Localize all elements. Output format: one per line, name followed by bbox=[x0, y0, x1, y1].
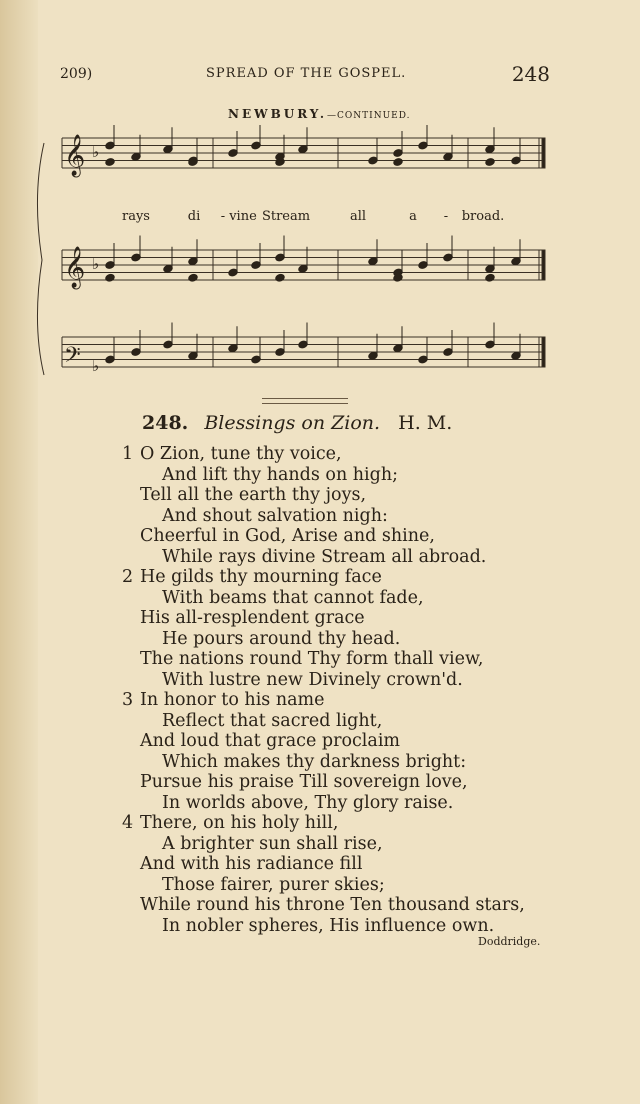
verse-text: With lustre new Divinely crown'd. bbox=[162, 669, 463, 690]
tune-continued: —CONTINUED. bbox=[327, 111, 411, 121]
lyric-syllable: di bbox=[187, 209, 201, 224]
lyric-syllable: vine bbox=[229, 209, 257, 224]
stanza-4 bbox=[118, 813, 568, 936]
flat-sign-icon: ♭ bbox=[92, 142, 100, 161]
verse-line bbox=[118, 772, 568, 793]
verse-line bbox=[118, 444, 568, 465]
verse-line bbox=[118, 875, 568, 896]
note-head bbox=[105, 273, 115, 282]
final-bar-thick bbox=[542, 250, 545, 280]
verse-text: Tell all the earth thy joys, bbox=[140, 485, 367, 505]
note-head bbox=[105, 157, 115, 166]
verse-line bbox=[118, 711, 568, 732]
stanza-number: 4 bbox=[122, 813, 134, 833]
verse-text: And loud that grace proclaim bbox=[140, 731, 401, 751]
verse-line bbox=[118, 916, 568, 937]
flat-sign-icon: ♭ bbox=[92, 254, 100, 273]
stanza-number: 3 bbox=[122, 690, 134, 710]
stanza-1 bbox=[118, 444, 568, 567]
verse-line bbox=[118, 731, 568, 752]
stanza-number: 1 bbox=[122, 444, 134, 464]
verse-line bbox=[118, 813, 568, 834]
verse-text: And lift thy hands on high; bbox=[162, 464, 399, 485]
verse-line bbox=[118, 629, 568, 650]
verse-text: In worlds above, Thy glory raise. bbox=[162, 792, 454, 813]
hymn-heading bbox=[142, 412, 452, 434]
page-left-number: 209) bbox=[60, 66, 93, 82]
page-number: 248 bbox=[511, 62, 550, 86]
verse-text: Which makes thy darkness bright: bbox=[162, 751, 467, 772]
note-head bbox=[275, 273, 285, 282]
stanza-3 bbox=[118, 690, 568, 813]
verse-text: Pursue his praise Till sovereign love, bbox=[140, 772, 468, 792]
ornamental-divider bbox=[262, 398, 348, 404]
page-header bbox=[60, 62, 550, 88]
verse-text: Reflect that sacred light, bbox=[162, 710, 383, 731]
lyric-syllable: - bbox=[443, 209, 449, 224]
verse-text: And with his radiance fill bbox=[140, 854, 363, 874]
lyric-syllable: - bbox=[220, 209, 226, 224]
tune-title bbox=[228, 107, 410, 121]
verse-line bbox=[118, 608, 568, 629]
stanza-2 bbox=[118, 567, 568, 690]
lyric-syllable: Stream bbox=[261, 209, 311, 224]
lyric-syllable: broad. bbox=[461, 209, 505, 224]
verse-text: The nations round Thy form thall view, bbox=[140, 649, 484, 669]
flat-sign-icon: ♭ bbox=[92, 356, 100, 375]
hymn-title: Blessings on Zion. bbox=[204, 412, 381, 434]
system-brace bbox=[37, 143, 44, 375]
verse-text: He pours around thy head. bbox=[162, 628, 401, 649]
final-bar-thick bbox=[542, 337, 545, 367]
verse-line bbox=[118, 588, 568, 609]
verse-line bbox=[118, 895, 568, 916]
verse-text: His all-resplendent grace bbox=[140, 608, 365, 628]
hymn-meter: H. M. bbox=[398, 412, 453, 434]
verse-text: A brighter sun shall rise, bbox=[162, 833, 383, 854]
lyric-syllable: a bbox=[409, 209, 417, 224]
note-head bbox=[485, 273, 495, 282]
stanza-number: 2 bbox=[122, 567, 134, 587]
verse-text: O Zion, tune thy voice, bbox=[140, 444, 342, 464]
verse-line bbox=[118, 547, 568, 568]
verse-text: He gilds thy mourning face bbox=[140, 567, 382, 587]
verse-text: In honor to his name bbox=[140, 690, 325, 710]
verse-text: While round his throne Ten thousand stars, bbox=[140, 895, 525, 915]
verse-text: There, on his holy hill, bbox=[140, 813, 339, 833]
music-score bbox=[28, 125, 553, 390]
verse-line bbox=[118, 465, 568, 486]
verse-line bbox=[118, 834, 568, 855]
treble-clef-icon: 𝄞 bbox=[64, 247, 86, 288]
verse-line bbox=[118, 793, 568, 814]
note-head bbox=[485, 157, 495, 166]
verse-text: Cheerful in God, Arise and shine, bbox=[140, 526, 435, 546]
verse-text: In nobler spheres, His influence own. bbox=[162, 915, 495, 936]
verse-text: Those fairer, purer skies; bbox=[162, 874, 385, 895]
verse-line bbox=[118, 526, 568, 547]
treble-clef-icon: 𝄞 bbox=[64, 135, 86, 176]
final-bar-thick bbox=[542, 138, 545, 168]
bass-clef-icon: 𝄢 bbox=[64, 343, 81, 373]
note-head bbox=[393, 157, 403, 166]
verse-line bbox=[118, 649, 568, 670]
verse-line bbox=[118, 752, 568, 773]
verse-text: And shout salvation nigh: bbox=[162, 505, 388, 526]
verse-line bbox=[118, 854, 568, 875]
note-head bbox=[188, 273, 198, 282]
hymn-number: 248. bbox=[142, 412, 189, 434]
verse-line bbox=[118, 670, 568, 691]
verse-line bbox=[118, 690, 568, 711]
tune-name: NEWBURY. bbox=[228, 107, 327, 121]
verse-text: While rays divine Stream all abroad. bbox=[162, 546, 487, 567]
verse-line bbox=[118, 506, 568, 527]
verse-line bbox=[118, 567, 568, 588]
author-attribution: Doddridge. bbox=[478, 935, 541, 948]
running-title: SPREAD OF THE GOSPEL. bbox=[206, 66, 407, 81]
lyric-syllable: all bbox=[349, 209, 367, 224]
verse-line bbox=[118, 485, 568, 506]
lyric-syllable: rays bbox=[122, 209, 150, 224]
verse-text: With beams that cannot fade, bbox=[162, 587, 424, 608]
